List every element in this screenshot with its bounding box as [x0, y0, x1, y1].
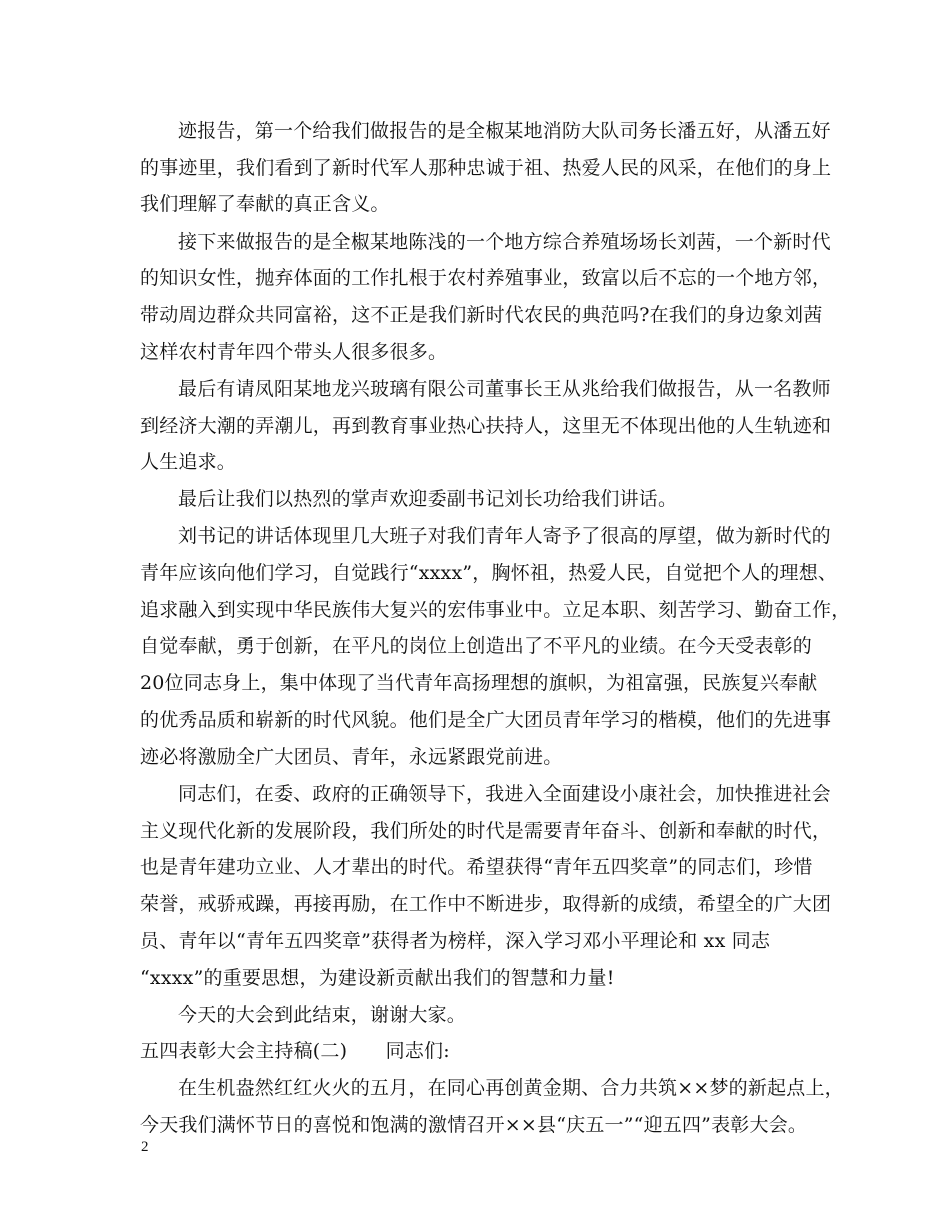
text-line: 的优秀品质和崭新的时代风貌。他们是全广大团员青年学习的楷模，他们的先进事 — [140, 709, 832, 731]
text-line: 最后有请凤阳某地龙兴玻璃有限公司董事长王从兆给我们做报告，从一名教师 — [178, 378, 831, 400]
text-line: 主义现代化新的发展阶段，我们所处的时代是需要青年奋斗、创新和奉献的时代， — [140, 820, 832, 842]
text-line: 同志们，在委、政府的正确领导下，我进入全面建设小康社会，加快推进社会 — [178, 783, 831, 805]
text-line: 带动周边群众共同富裕，这不正是我们新时代农民的典范吗?在我们的身边象刘茜 — [140, 304, 823, 326]
text-line: 我们理解了奉献的真正含义。 — [140, 193, 390, 215]
text-line: 的事迹里，我们看到了新时代军人那种忠诚于祖、热爱人民的风采，在他们的身上 — [140, 157, 832, 179]
text-line: 到经济大潮的弄潮儿，再到教育事业热心扶持人，这里无不体现出他的人生轨迹和 — [140, 415, 832, 437]
text-line: 迹必将激励全广大团员、青年，永远紧跟党前进。 — [140, 746, 563, 768]
text-line: 这样农村青年四个带头人很多很多。 — [140, 341, 448, 363]
text-line: 也是青年建功立业、人才辈出的时代。希望获得“青年五四奖章”的同志们，珍惜 — [140, 856, 813, 878]
text-line: 的知识女性，抛弃体面的工作扎根于农村养殖事业，致富以后不忘的一个地方邻， — [140, 267, 832, 289]
text-line: 今天的大会到此结束，谢谢大家。 — [178, 1004, 467, 1026]
text-line: 青年应该向他们学习，自觉践行“xxxx”，胸怀祖，热爱人民，自觉把个人的理想、 — [140, 562, 838, 584]
text-line: 20位同志身上，集中体现了当代青年高扬理想的旗帜，为祖富强，民族复兴奉献 — [140, 672, 818, 694]
text-line: 员、青年以“青年五四奖章”获得者为榜样，深入学习邓小平理论和 xx 同志 — [140, 930, 771, 952]
section-heading: 五四表彰大会主持稿(二) 同志们: — [140, 1040, 450, 1062]
text-line: 今天我们满怀节日的喜悦和饱满的激情召开××县“庆五一”“迎五四”表彰大会。 — [140, 1114, 808, 1136]
text-line: 最后让我们以热烈的掌声欢迎委副书记刘长功给我们讲话。 — [178, 488, 678, 510]
page-number: 2 — [141, 1139, 149, 1155]
text-line: 荣誉，戒骄戒躁，再接再励，在工作中不断进步，取得新的成绩，希望全的广大团 — [140, 893, 832, 915]
text-line: 人生追求。 — [140, 451, 237, 473]
text-line: 刘书记的讲话体现里几大班子对我们青年人寄予了很高的厚望，做为新时代的 — [178, 525, 831, 547]
text-line: 迹报告，第一个给我们做报告的是全椒某地消防大队司务长潘五好，从潘五好 — [178, 120, 831, 142]
text-line: “xxxx”的重要思想，为建设新贡献出我们的智慧和力量! — [140, 967, 615, 989]
text-line: 在生机盎然红红火火的五月，在同心再创黄金期、合力共筑××梦的新起点上， — [178, 1077, 844, 1099]
text-line: 追求融入到实现中华民族伟大复兴的宏伟事业中。立足本职、刻苦学习、勤奋工作， — [140, 599, 851, 621]
text-line: 自觉奉献，勇于创新，在平凡的岗位上创造出了不平凡的业绩。在今天受表彰的 — [140, 635, 813, 657]
text-line: 接下来做报告的是全椒某地陈浅的一个地方综合养殖场场长刘茜，一个新时代 — [178, 231, 831, 253]
